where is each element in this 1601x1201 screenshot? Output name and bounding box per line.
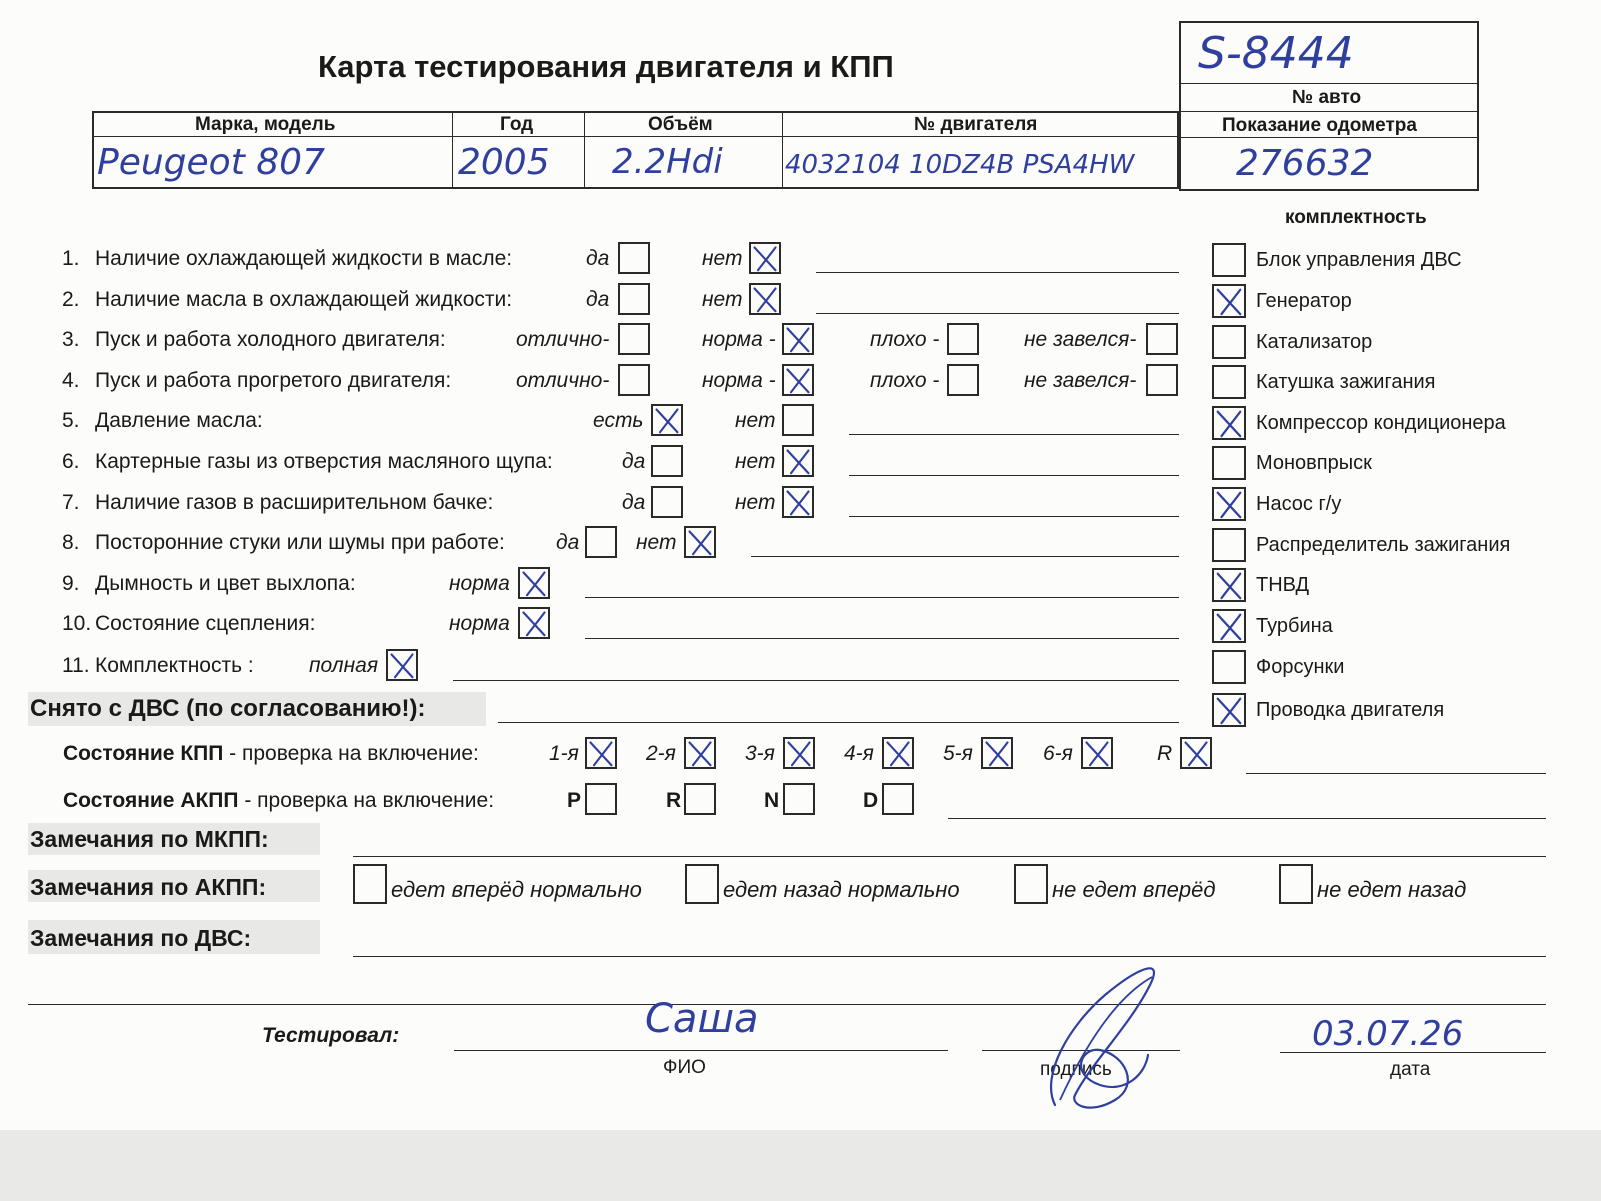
akpp-label: Состояние АКПП - проверка на включение: xyxy=(63,789,495,812)
q6-opt1-checkbox[interactable] xyxy=(651,445,683,477)
q3-opt4-checkbox[interactable] xyxy=(1146,323,1178,355)
komplekt-checkbox[interactable] xyxy=(1212,650,1246,684)
check-mark-icon xyxy=(1182,739,1210,767)
akpp-mode-label: N xyxy=(764,789,780,812)
komplekt-title: комплектность xyxy=(1285,207,1427,228)
kpp-gear-checkbox[interactable] xyxy=(882,737,914,769)
akpp-remark-checkbox[interactable] xyxy=(1014,864,1048,904)
komplekt-item-label: Моновпрыск xyxy=(1256,452,1372,474)
komplekt-item-label: Форсунки xyxy=(1256,656,1345,678)
q11-opt1-label: полная xyxy=(309,654,379,677)
check-mark-icon xyxy=(686,739,714,767)
check-mark-icon xyxy=(784,488,812,516)
q7-text: Наличие газов в расширительном бачке: xyxy=(95,491,494,514)
q2-text: Наличие масла в охлаждающей жидкости: xyxy=(95,288,513,311)
q4-opt4-checkbox[interactable] xyxy=(1146,364,1178,396)
q5-text: Давление масла: xyxy=(95,409,263,432)
check-mark-icon xyxy=(1214,570,1244,600)
komplekt-item-label: Катализатор xyxy=(1256,331,1373,353)
q1-opt2-checkbox[interactable] xyxy=(749,242,781,274)
q7-opt1-checkbox[interactable] xyxy=(651,486,683,518)
q8-opt2-label: нет xyxy=(636,531,677,554)
akpp-mode-checkbox[interactable] xyxy=(684,783,716,815)
akpp-remark-checkbox[interactable] xyxy=(685,864,719,904)
col-year-header: Год xyxy=(500,114,534,135)
col-odometer-header: Показание одометра xyxy=(1222,115,1417,136)
volume-value: 2.2Hdi xyxy=(612,142,723,182)
komplekt-checkbox[interactable] xyxy=(1212,693,1246,727)
q10-number: 10. xyxy=(62,612,92,635)
q5-opt2-checkbox[interactable] xyxy=(782,404,814,436)
kpp-gear-checkbox[interactable] xyxy=(783,737,815,769)
komplekt-item-label: ТНВД xyxy=(1256,574,1310,596)
komplekt-checkbox[interactable] xyxy=(1212,487,1246,521)
kpp-gear-label: 5-я xyxy=(943,742,973,765)
q6-opt1-label: да xyxy=(622,450,646,473)
komplekt-item-label: Генератор xyxy=(1256,290,1352,312)
check-mark-icon xyxy=(1214,489,1244,519)
komplekt-checkbox[interactable] xyxy=(1212,365,1246,399)
komplekt-item-label: Блок управления ДВС xyxy=(1256,249,1462,271)
check-mark-icon xyxy=(686,528,714,556)
q10-opt1-label: норма xyxy=(449,612,510,635)
check-mark-icon xyxy=(884,739,912,767)
odometer-value: 276632 xyxy=(1236,143,1374,184)
signature-graphic xyxy=(1030,955,1170,1120)
q4-opt1-label: отлично- xyxy=(516,369,610,392)
kpp-gear-label: 4-я xyxy=(844,742,874,765)
date-label: дата xyxy=(1390,1059,1431,1080)
q4-number: 4. xyxy=(62,369,80,392)
q3-opt4-label: не завелся- xyxy=(1024,328,1137,351)
q3-opt1-checkbox[interactable] xyxy=(618,323,650,355)
check-mark-icon xyxy=(1214,611,1244,641)
kpp-gear-checkbox[interactable] xyxy=(1180,737,1212,769)
q3-opt3-label: плохо - xyxy=(870,328,940,351)
check-mark-icon xyxy=(520,569,548,597)
q5-opt1-checkbox[interactable] xyxy=(651,404,683,436)
col-engine-no-header: № двигателя xyxy=(914,114,1038,135)
fio-label: ФИО xyxy=(663,1057,706,1078)
kpp-gear-checkbox[interactable] xyxy=(981,737,1013,769)
check-mark-icon xyxy=(784,366,812,394)
signature-label: подпись xyxy=(1040,1059,1112,1080)
q11-opt1-checkbox[interactable] xyxy=(386,649,418,681)
check-mark-icon xyxy=(1083,739,1111,767)
q7-opt1-label: да xyxy=(622,491,646,514)
q3-text: Пуск и работа холодного двигателя: xyxy=(95,328,446,351)
komplekt-checkbox[interactable] xyxy=(1212,446,1246,480)
akpp-remark-label: не едет вперёд xyxy=(1052,877,1216,902)
q3-opt1-label: отлично- xyxy=(516,328,610,351)
q3-number: 3. xyxy=(62,328,80,351)
kpp-gear-label: 2-я xyxy=(646,742,676,765)
q2-number: 2. xyxy=(62,288,80,311)
col-make-header: Марка, модель xyxy=(195,114,336,135)
q4-opt3-checkbox[interactable] xyxy=(947,364,979,396)
auto-no-value: S-8444 xyxy=(1198,28,1354,79)
q1-opt1-label: да xyxy=(586,247,610,270)
q8-opt1-checkbox[interactable] xyxy=(585,526,617,558)
removed-label: Снято с ДВС (по согласованию!): xyxy=(30,695,426,722)
year-value: 2005 xyxy=(458,142,550,183)
q9-text: Дымность и цвет выхлопа: xyxy=(95,572,356,595)
q4-opt4-label: не завелся- xyxy=(1024,369,1137,392)
q4-opt1-checkbox[interactable] xyxy=(618,364,650,396)
q8-number: 8. xyxy=(62,531,80,554)
q8-opt1-label: да xyxy=(556,531,580,554)
q9-opt1-checkbox[interactable] xyxy=(518,567,550,599)
q4-text: Пуск и работа прогретого двигателя: xyxy=(95,369,452,392)
q9-opt1-label: норма xyxy=(449,572,510,595)
check-mark-icon xyxy=(751,244,779,272)
q1-opt1-checkbox[interactable] xyxy=(618,242,650,274)
q6-text: Картерные газы из отверстия масляного щупа: xyxy=(95,450,553,473)
check-mark-icon xyxy=(983,739,1011,767)
q6-opt2-label: нет xyxy=(735,450,776,473)
akpp-remark-label: едет назад нормально xyxy=(723,877,960,902)
check-mark-icon xyxy=(388,651,416,679)
kpp-gear-checkbox[interactable] xyxy=(684,737,716,769)
komplekt-item-label: Турбина xyxy=(1256,615,1333,637)
q4-opt2-label: норма - xyxy=(702,369,776,392)
akpp-mode-label: D xyxy=(863,789,879,812)
page-title: Карта тестирования двигателя и КПП xyxy=(318,49,894,84)
check-mark-icon xyxy=(784,447,812,475)
akpp-mode-checkbox[interactable] xyxy=(783,783,815,815)
akpp-mode-label: P xyxy=(567,789,582,812)
make-value: Peugeot 807 xyxy=(97,142,325,183)
check-mark-icon xyxy=(653,406,681,434)
q2-opt1-checkbox[interactable] xyxy=(618,283,650,315)
komplekt-item-label: Распределитель зажигания xyxy=(1256,534,1511,556)
engine-no-value: 4032104 10DZ4B PSA4HW xyxy=(785,150,1135,180)
q10-opt1-checkbox[interactable] xyxy=(518,607,550,639)
check-mark-icon xyxy=(1214,408,1244,438)
akpp-remark-checkbox[interactable] xyxy=(353,864,387,904)
check-mark-icon xyxy=(520,609,548,637)
page-bottom-margin xyxy=(0,1130,1601,1201)
q6-opt2-checkbox[interactable] xyxy=(782,445,814,477)
kpp-gear-label: 1-я xyxy=(549,742,579,765)
q2-opt2-label: нет xyxy=(702,288,743,311)
q4-opt2-checkbox[interactable] xyxy=(782,364,814,396)
date-value: 03.07.26 xyxy=(1312,1014,1464,1054)
kpp-label: Состояние КПП - проверка на включение: xyxy=(63,742,479,765)
q8-text: Посторонние стуки или шумы при работе: xyxy=(95,531,505,554)
q11-text: Комплектность : xyxy=(95,654,254,677)
q4-opt3-label: плохо - xyxy=(870,369,940,392)
q7-opt2-checkbox[interactable] xyxy=(782,486,814,518)
komplekt-item-label: Катушка зажигания xyxy=(1256,371,1436,393)
komplekt-checkbox[interactable] xyxy=(1212,568,1246,602)
check-mark-icon xyxy=(1214,695,1244,725)
kpp-gear-label: 3-я xyxy=(745,742,775,765)
q3-opt2-label: норма - xyxy=(702,328,776,351)
tester-name-value: Саша xyxy=(645,996,759,1042)
akpp-mode-checkbox[interactable] xyxy=(585,783,617,815)
kpp-gear-label: R xyxy=(1157,742,1173,765)
komplekt-checkbox[interactable] xyxy=(1212,243,1246,277)
kpp-gear-checkbox[interactable] xyxy=(1081,737,1113,769)
q6-number: 6. xyxy=(62,450,80,473)
auto-no-label: № авто xyxy=(1292,87,1362,108)
komplekt-item-label: Насос г/у xyxy=(1256,493,1342,515)
komplekt-checkbox[interactable] xyxy=(1212,528,1246,562)
q8-opt2-checkbox[interactable] xyxy=(684,526,716,558)
q1-text: Наличие охлаждающей жидкости в масле: xyxy=(95,247,513,270)
remarks-dvs-label: Замечания по ДВС: xyxy=(30,925,252,951)
check-mark-icon xyxy=(751,285,779,313)
komplekt-checkbox[interactable] xyxy=(1212,609,1246,643)
akpp-mode-label: R xyxy=(666,789,682,812)
q1-opt2-label: нет xyxy=(702,247,743,270)
check-mark-icon xyxy=(1214,286,1244,316)
check-mark-icon xyxy=(587,739,615,767)
kpp-gear-label: 6-я xyxy=(1043,742,1073,765)
q7-number: 7. xyxy=(62,491,80,514)
komplekt-checkbox[interactable] xyxy=(1212,406,1246,440)
q1-number: 1. xyxy=(62,247,80,270)
akpp-remark-checkbox[interactable] xyxy=(1279,864,1313,904)
komplekt-checkbox[interactable] xyxy=(1212,325,1246,359)
q2-opt2-checkbox[interactable] xyxy=(749,283,781,315)
q7-opt2-label: нет xyxy=(735,491,776,514)
kpp-gear-checkbox[interactable] xyxy=(585,737,617,769)
q2-opt1-label: да xyxy=(586,288,610,311)
q5-number: 5. xyxy=(62,409,80,432)
q3-opt2-checkbox[interactable] xyxy=(782,323,814,355)
check-mark-icon xyxy=(784,325,812,353)
komplekt-item-label: Компрессор кондиционера xyxy=(1256,412,1506,434)
akpp-remark-label: едет вперёд нормально xyxy=(391,877,642,902)
q5-opt1-label: есть xyxy=(593,409,644,432)
remarks-mkpp-label: Замечания по МКПП: xyxy=(30,826,269,852)
akpp-remark-label: не едет назад xyxy=(1317,877,1467,902)
q9-number: 9. xyxy=(62,572,80,595)
q3-opt3-checkbox[interactable] xyxy=(947,323,979,355)
q10-text: Состояние сцепления: xyxy=(95,612,316,635)
q11-number: 11. xyxy=(62,654,90,677)
check-mark-icon xyxy=(785,739,813,767)
akpp-mode-checkbox[interactable] xyxy=(882,783,914,815)
col-volume-header: Объём xyxy=(648,114,713,135)
komplekt-item-label: Проводка двигателя xyxy=(1256,699,1445,721)
remarks-akpp-label: Замечания по АКПП: xyxy=(30,874,267,900)
komplekt-checkbox[interactable] xyxy=(1212,284,1246,318)
q5-opt2-label: нет xyxy=(735,409,776,432)
tested-label: Тестировал: xyxy=(262,1024,400,1047)
